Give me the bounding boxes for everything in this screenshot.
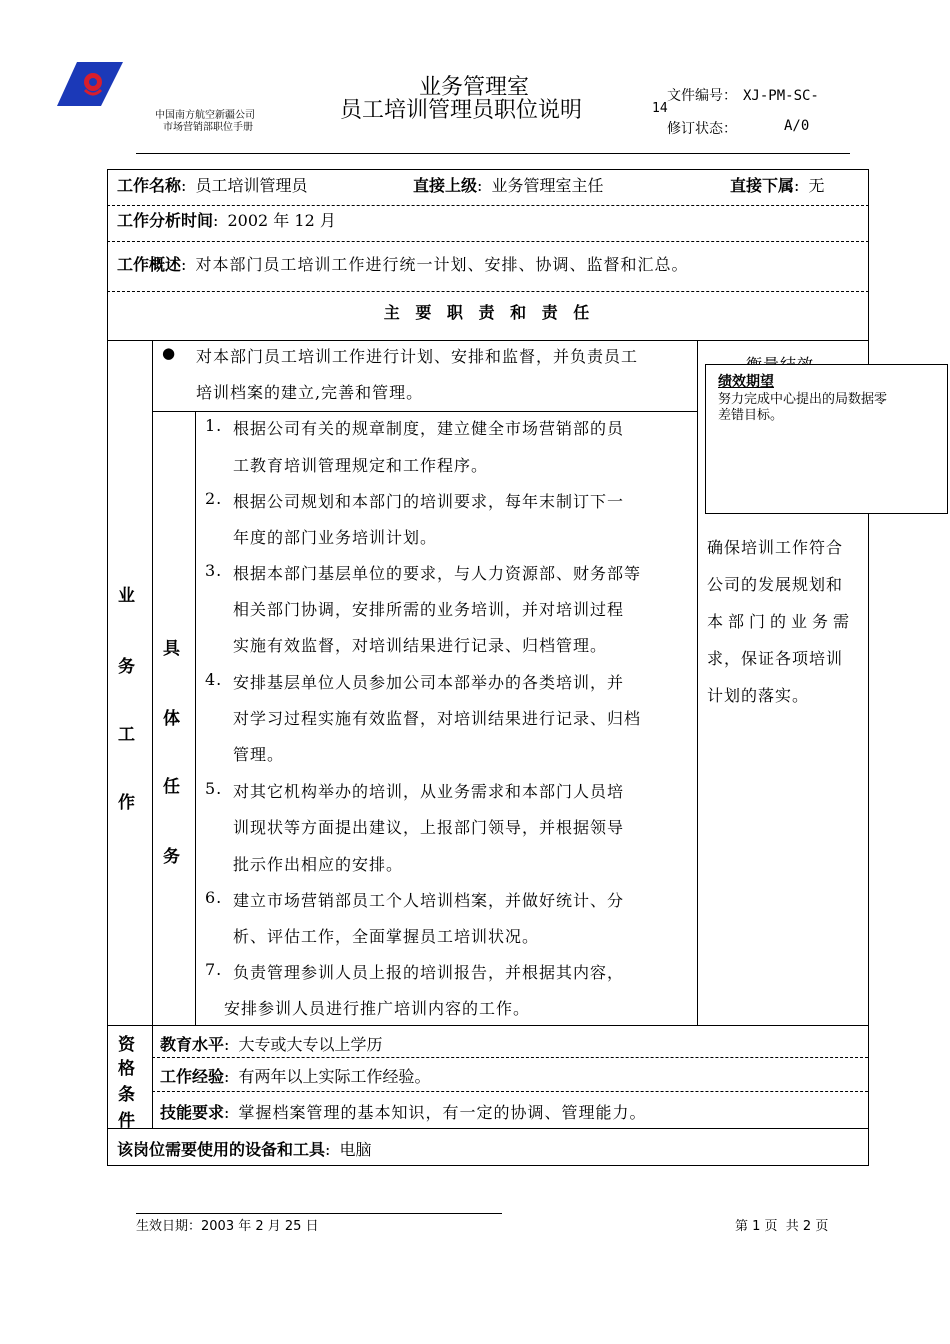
subordinate-row [730, 173, 825, 196]
experience-row [160, 1064, 431, 1087]
duties-bottom [107, 1025, 869, 1026]
title-line2: 员工培训管理员职位说明 [340, 98, 583, 123]
analysis-time-label: 工作分析时间 [117, 211, 214, 230]
task-line: 相关部门协调，安排所需的业务培训，并对培训过程 [233, 600, 625, 619]
task-line: 建立市场营销部员工个人培训档案，并做好统计、分 [233, 891, 625, 910]
popup-title: 绩效期望 [718, 374, 774, 390]
doc-number-value: XJ-PM-SC- [743, 88, 819, 104]
job-name-label: 工作名称 [117, 176, 182, 195]
divider-2 [107, 241, 869, 242]
effective-date [136, 1215, 319, 1234]
analysis-time-value: 2002 年 12 月 [227, 211, 336, 230]
divider-3 [107, 291, 869, 292]
superior-row [413, 173, 604, 196]
task-number: 1. [205, 416, 223, 435]
task-line: 对学习过程实施有效监督，对培训结果进行记录、归档 [233, 709, 642, 728]
doc-number-label: 文件编号： [667, 88, 737, 104]
main-duty-line: 对本部门员工培训工作进行计划、安排和监督，并负责员工 [196, 347, 639, 366]
colon: : [794, 176, 805, 195]
header-rule [136, 153, 850, 154]
left-label-char: 工 [118, 725, 135, 745]
task-number: 7. [205, 960, 223, 979]
table-border-bottom [107, 1165, 869, 1166]
effective-value: 2003 年 2 月 25 日 [201, 1219, 319, 1234]
job-name-row [117, 173, 308, 196]
task-line: 工教育培训管理规定和工作程序。 [233, 456, 489, 475]
task-line: 实施有效监督，对培训结果进行记录、归档管理。 [233, 636, 608, 655]
colon: : [224, 1103, 235, 1122]
skill-value: 掌握档案管理的基本知识，有一定的协调、管理能力。 [238, 1103, 647, 1122]
task-label-char: 任 [163, 777, 180, 797]
task-number: 3. [205, 561, 223, 580]
equipment-row [117, 1137, 372, 1160]
qual-col [152, 1025, 153, 1128]
task-line: 安排参训人员进行推广培训内容的工作。 [224, 999, 531, 1018]
subordinate-label: 直接下属 [730, 176, 795, 195]
job-name-value: 员工培训管理员 [195, 176, 308, 195]
main-duty-line: 培训档案的建立,完善和管理。 [196, 383, 424, 402]
overview-row [117, 252, 689, 275]
company-name: 中国南方航空新疆公司 [155, 110, 255, 121]
qual-divider-2 [152, 1091, 868, 1092]
education-label: 教育水平 [160, 1035, 225, 1054]
task-number: 4. [205, 670, 223, 689]
company-logo [55, 60, 125, 108]
performance-popup[interactable] [705, 364, 948, 514]
colon: : [181, 176, 192, 195]
education-value: 大专或大专以上学历 [238, 1035, 383, 1054]
superior-value: 业务管理室主任 [491, 176, 604, 195]
task-number: 2. [205, 489, 223, 508]
table-border-top [107, 169, 869, 170]
left-label-char: 业 [118, 586, 135, 606]
task-label-char: 具 [163, 639, 180, 659]
qual-label-char: 条 [118, 1085, 135, 1105]
experience-label: 工作经验 [160, 1067, 225, 1086]
task-line: 根据本部门基层单位的要求，与人力资源部、财务部等 [233, 564, 642, 583]
task-line: 负责管理参训人员上报的培训报告，并根据其内容， [233, 963, 625, 982]
overview-value: 对本部门员工培训工作进行统一计划、安排、协调、监督和汇总。 [195, 255, 689, 274]
bullet-icon: ● [162, 344, 176, 362]
popup-body-line: 差错目标。 [718, 408, 784, 423]
footer-rule [136, 1213, 502, 1214]
divider-4 [107, 340, 869, 341]
overview-label: 工作概述 [117, 255, 182, 274]
task-line: 安排基层单位人员参加公司本部举办的各类培训，并 [233, 673, 625, 692]
manual-name: 市场营销部职位手册 [163, 122, 253, 133]
duties-row-split [152, 411, 697, 412]
qual-label-char: 格 [118, 1059, 135, 1079]
doc-number [667, 85, 819, 105]
qual-label-char: 件 [118, 1111, 135, 1131]
analysis-time-row [117, 208, 336, 231]
task-label-char: 务 [163, 847, 180, 867]
qual-label-char: 资 [118, 1035, 135, 1055]
colon: : [213, 211, 224, 230]
duties-col-3 [697, 340, 698, 1025]
revision-label: 修订状态： [667, 121, 737, 137]
right-column-line: 本部门的业务需 [707, 612, 855, 631]
left-label-char: 务 [118, 657, 135, 677]
colon: : [181, 255, 192, 274]
task-line: 批示作出相应的安排。 [233, 855, 404, 874]
colon: : [477, 176, 488, 195]
colon: : [224, 1035, 235, 1054]
task-label-char: 体 [163, 709, 180, 729]
duties-col-1 [152, 340, 153, 1025]
popup-body-line: 努力完成中心提出的局数据零 [718, 392, 888, 407]
qual-divider-1 [152, 1057, 868, 1058]
task-line: 年度的部门业务培训计划。 [233, 528, 438, 547]
skill-label: 技能要求 [160, 1103, 225, 1122]
task-line: 管理。 [233, 745, 285, 764]
left-label-char: 作 [118, 793, 135, 813]
colon: : [224, 1067, 235, 1086]
right-column-line: 计划的落实。 [707, 686, 810, 705]
skill-row [160, 1100, 647, 1123]
revision-value: A/0 [784, 118, 810, 134]
section-title: 主 要 职 责 和 责 任 [383, 303, 593, 322]
task-line: 根据公司规划和本部门的培训要求，每年末制订下一 [233, 492, 625, 511]
experience-value: 有两年以上实际工作经验。 [238, 1067, 431, 1086]
title-line1: 业务管理室 [419, 75, 530, 100]
task-line: 根据公司有关的规章制度，建立健全市场营销部的员 [233, 419, 625, 438]
task-number: 5. [205, 779, 223, 798]
doc-number-cont: 14 [652, 101, 668, 116]
task-line: 对其它机构举办的培训，从业务需求和本部门人员培 [233, 782, 625, 801]
task-line: 析、评估工作，全面掌握员工培训状况。 [233, 927, 540, 946]
task-line: 训现状等方面提出建议，上报部门领导，并根据领导 [233, 818, 625, 837]
right-column-line: 求，保证各项培训 [707, 649, 844, 668]
duties-col-2 [195, 411, 196, 1025]
right-column-line: 确保培训工作符合 [707, 538, 844, 557]
equipment-label: 该岗位需要使用的设备和工具 [117, 1140, 326, 1159]
right-column-line: 公司的发展规划和 [707, 575, 844, 594]
education-row [160, 1032, 383, 1055]
colon: : [325, 1140, 336, 1159]
subordinate-value: 无 [808, 176, 825, 195]
divider-1 [107, 205, 869, 206]
superior-label: 直接上级 [413, 176, 478, 195]
task-number: 6. [205, 888, 223, 907]
equipment-value: 电脑 [339, 1140, 372, 1159]
qual-bottom [107, 1128, 869, 1129]
page-info: 第 1 页 共 2 页 [735, 1219, 829, 1234]
effective-label: 生效日期： [136, 1219, 202, 1234]
